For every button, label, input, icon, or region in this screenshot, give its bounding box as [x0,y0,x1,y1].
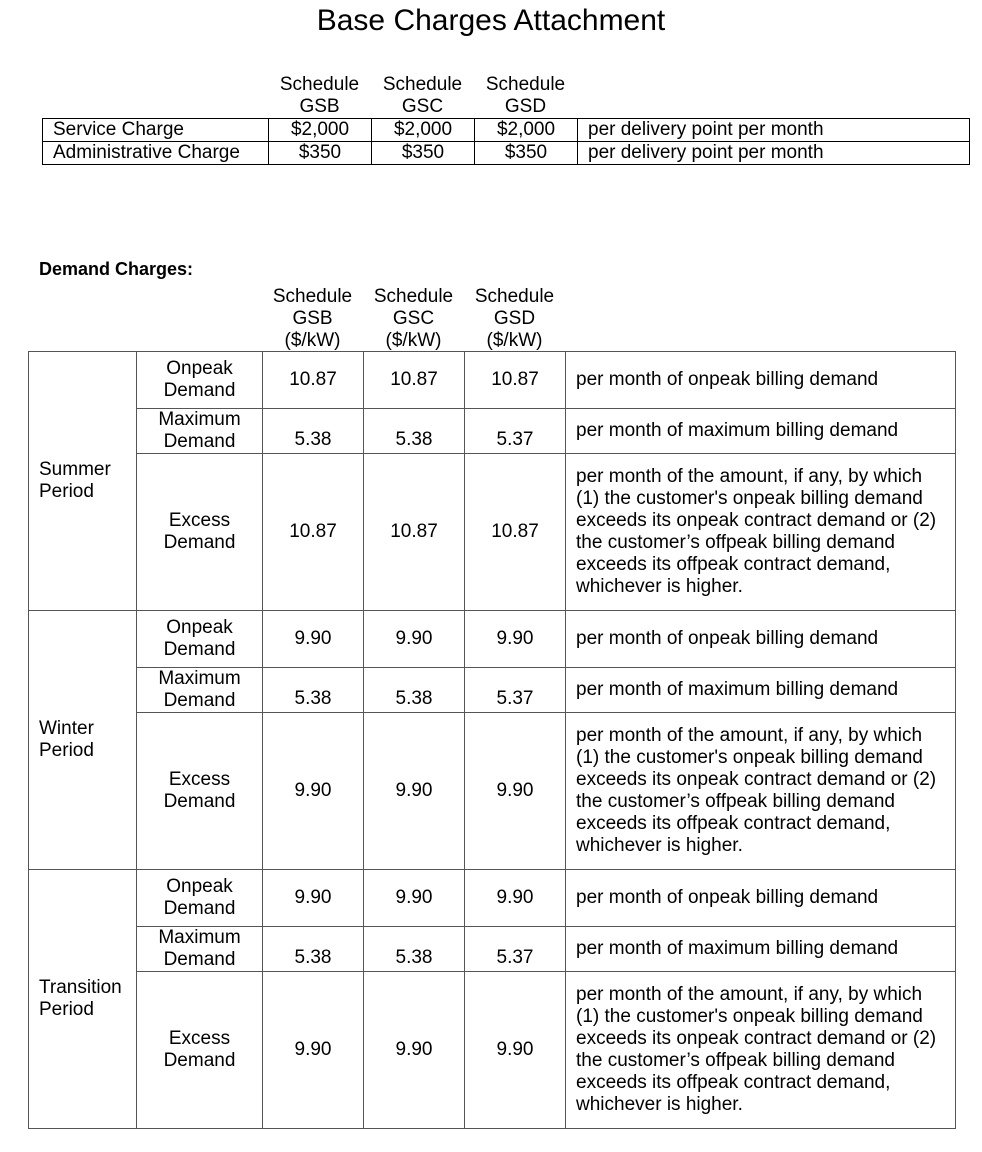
base-charges-table [42,118,970,165]
base-header-gsb-line2: GSB [299,96,340,117]
charge-description: per month of maximum billing demand [566,927,956,972]
demand-type-line: Demand [163,791,236,812]
maximum-demand-label [137,409,263,454]
rate-value: 10.87 [364,454,465,611]
rate-value: 9.90 [465,611,566,668]
charge-description: per month of maximum billing demand [566,668,956,713]
demand-type-line: Onpeak [166,876,233,897]
description-line: the customer’s offpeak billing demand [576,791,895,812]
base-header-gsc [371,74,474,118]
table-row [29,454,956,611]
excess-demand-label [137,972,263,1129]
base-header-gsd-line2: GSD [504,96,547,117]
rate-value: 9.90 [364,611,465,668]
demand-header-gsc-line3: ($/kW) [385,330,442,351]
rate-value: 10.87 [465,352,566,409]
description-line: whichever is higher. [576,1094,743,1115]
value-cell: $2,000 [269,119,372,142]
base-header-gsc-line1: Schedule [382,74,463,95]
page-title: Base Charges Attachment [316,4,666,37]
base-header-gsb-line1: Schedule [279,74,360,95]
description-line: exceeds its onpeak contract demand or (2) [576,1028,937,1049]
rate-value: 9.90 [364,972,465,1129]
demand-type-line: Onpeak [166,358,233,379]
demand-type-line: Maximum [158,668,241,689]
period-label-line: Winter [39,718,94,739]
charge-description [566,972,956,1129]
demand-header-gsb-line3: ($/kW) [284,330,341,351]
rate-value: 9.90 [364,713,465,870]
base-header-gsc-line2: GSC [401,96,444,117]
description-line: (1) the customer's onpeak billing demand [576,747,923,768]
rate-value: 9.90 [263,972,364,1129]
table-row [29,972,956,1129]
period-label-line: Period [39,740,94,761]
table-row [29,713,956,870]
demand-type-line: Excess [168,769,231,790]
rate-value: 5.38 [263,668,364,713]
rate-value: 9.90 [465,972,566,1129]
period-label-line: Period [39,999,94,1020]
description-line: exceeds its offpeak contract demand, [576,813,891,834]
table-row [29,409,956,454]
demand-type-line: Demand [163,380,236,401]
demand-header-gsc [363,286,464,352]
rate-value: 9.90 [465,713,566,870]
description-line: exceeds its onpeak contract demand or (2) [576,510,937,531]
demand-type-line: Demand [163,949,236,970]
rate-value: 9.90 [465,870,566,927]
description-line: whichever is higher. [576,835,743,856]
base-header-gsb [268,74,371,118]
rate-value: 10.87 [263,352,364,409]
base-header-gsd-line1: Schedule [485,74,566,95]
excess-demand-label [137,713,263,870]
description-line: per month of the amount, if any, by which [576,466,923,487]
charge-description: per month of onpeak billing demand [566,352,956,409]
value-cell: $350 [269,142,372,165]
demand-header-gsb-line2: GSB [292,308,333,329]
onpeak-demand-label [137,352,263,409]
demand-header-gsc-line1: Schedule [373,286,454,307]
demand-type-line: Demand [163,431,236,452]
demand-header-gsb [262,286,363,352]
description-line: the customer’s offpeak billing demand [576,1050,895,1071]
demand-type-line: Excess [168,510,231,531]
description-line: (1) the customer's onpeak billing demand [576,1006,923,1027]
period-label-line: Summer [39,459,111,480]
period-label [29,611,137,870]
rate-value: 5.38 [364,409,465,454]
value-cell: $2,000 [475,119,578,142]
demand-charges-heading: Demand Charges: [39,259,194,279]
maximum-demand-label [137,927,263,972]
unit-cell: per delivery point per month [578,119,970,142]
rate-value: 10.87 [263,454,364,611]
table-row [29,927,956,972]
rate-value: 10.87 [364,352,465,409]
description-line: per month of the amount, if any, by which [576,725,923,746]
excess-demand-label [137,454,263,611]
demand-header-gsd [464,286,565,352]
charge-description: per month of onpeak billing demand [566,611,956,668]
period-label-line: Period [39,481,94,502]
rate-value: 9.90 [364,870,465,927]
table-row [29,870,956,927]
demand-type-line: Demand [163,1050,236,1071]
demand-header-gsb-line1: Schedule [272,286,353,307]
charge-description: per month of onpeak billing demand [566,870,956,927]
description-line: whichever is higher. [576,576,743,597]
period-label [29,870,137,1129]
demand-type-line: Demand [163,690,236,711]
demand-type-line: Maximum [158,927,241,948]
rate-value: 10.87 [465,454,566,611]
description-line: exceeds its offpeak contract demand, [576,554,891,575]
description-line: exceeds its offpeak contract demand, [576,1072,891,1093]
demand-charges-table [28,351,956,1129]
demand-header-gsd-line3: ($/kW) [486,330,543,351]
demand-type-line: Demand [163,898,236,919]
description-line: (1) the customer's onpeak billing demand [576,488,923,509]
rate-value: 5.38 [364,668,465,713]
demand-type-line: Onpeak [166,617,233,638]
rate-value: 9.90 [263,870,364,927]
charge-description [566,454,956,611]
rate-value: 5.37 [465,409,566,454]
period-label-line: Transition [39,977,122,998]
description-line: the customer’s offpeak billing demand [576,532,895,553]
rate-value: 5.37 [465,668,566,713]
table-row [43,119,970,142]
value-cell: $350 [475,142,578,165]
table-row [29,611,956,668]
demand-type-line: Maximum [158,409,241,430]
rate-value: 5.38 [263,409,364,454]
rate-value: 5.38 [263,927,364,972]
rate-value: 5.37 [465,927,566,972]
charge-description [566,713,956,870]
maximum-demand-label [137,668,263,713]
onpeak-demand-label [137,611,263,668]
table-row [29,352,956,409]
rate-value: 5.38 [364,927,465,972]
description-line: exceeds its onpeak contract demand or (2) [576,769,937,790]
unit-cell: per delivery point per month [578,142,970,165]
value-cell: $2,000 [372,119,475,142]
row-label: Service Charge [43,119,269,142]
demand-header-gsd-line2: GSD [493,308,536,329]
period-label [29,352,137,611]
rate-value: 9.90 [263,713,364,870]
demand-type-line: Demand [163,532,236,553]
demand-type-line: Demand [163,639,236,660]
row-label: Administrative Charge [43,142,269,165]
rate-value: 9.90 [263,611,364,668]
value-cell: $350 [372,142,475,165]
description-line: per month of the amount, if any, by which [576,984,923,1005]
charge-description: per month of maximum billing demand [566,409,956,454]
base-header-gsd [474,74,577,118]
onpeak-demand-label [137,870,263,927]
demand-type-line: Excess [168,1028,231,1049]
demand-header-gsd-line1: Schedule [474,286,555,307]
table-row [29,668,956,713]
table-row [43,142,970,165]
demand-header-gsc-line2: GSC [392,308,435,329]
